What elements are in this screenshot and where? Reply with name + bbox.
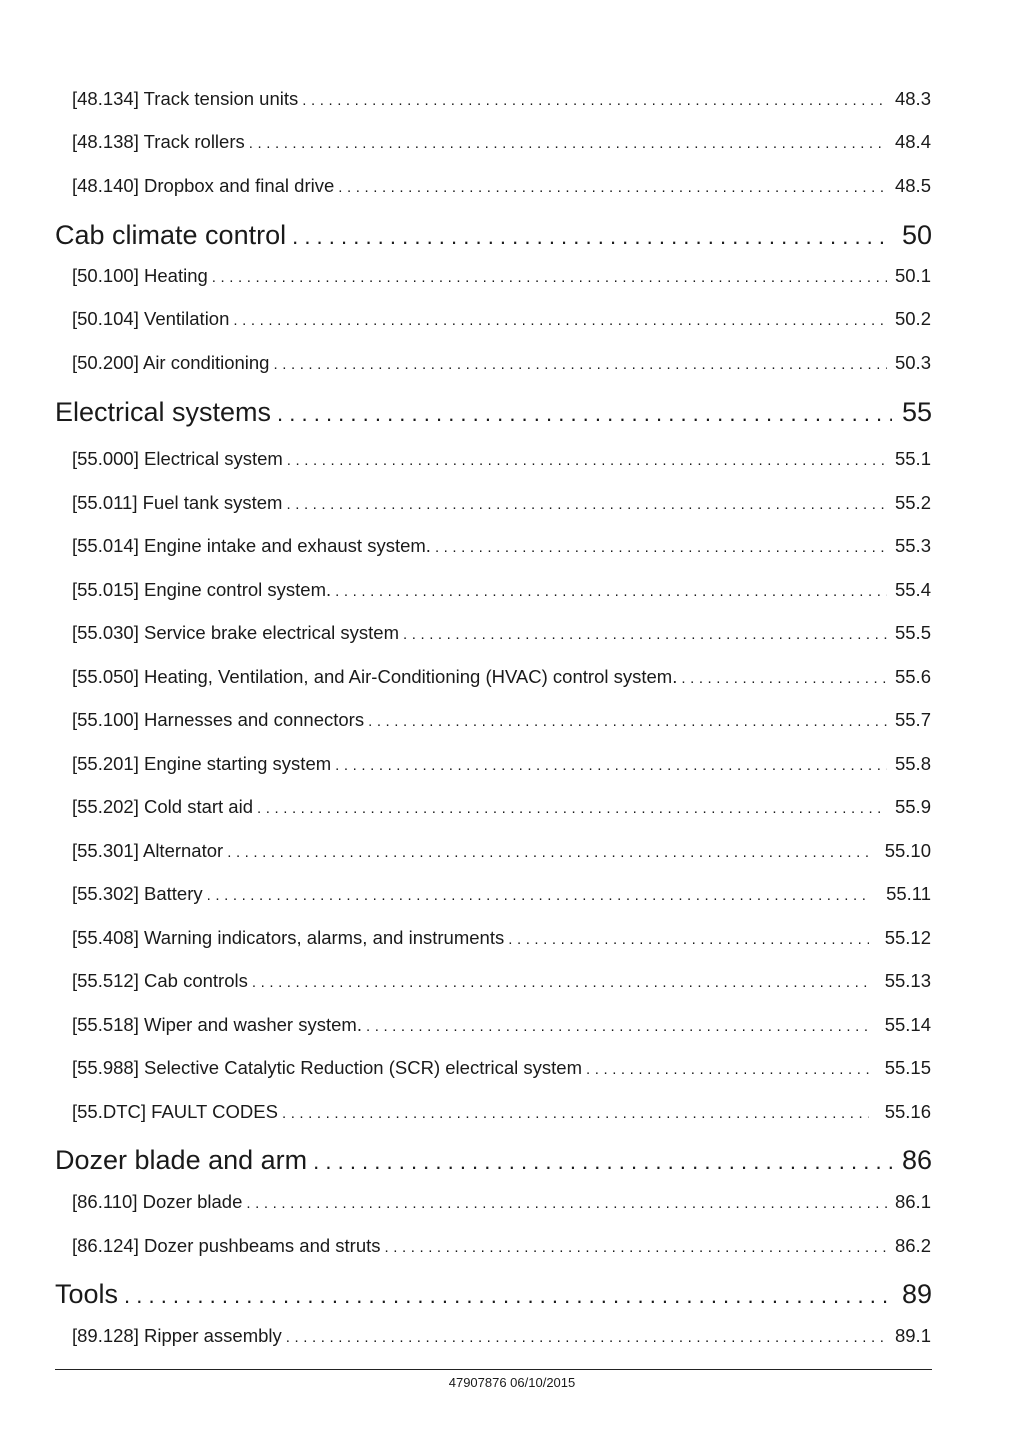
toc-entry-title: [55.011] Fuel tank system [72, 492, 283, 513]
dot-leader [435, 539, 887, 556]
toc-section-page: 50 [901, 220, 932, 250]
toc-section-page: 89 [901, 1279, 932, 1309]
toc-entry[interactable] [72, 88, 931, 114]
toc-entry-title: [50.100] Heating [72, 265, 208, 286]
toc-entry-page: 55.11 [886, 883, 931, 904]
toc-entry-title: [55.100] Harnesses and connectors [72, 709, 365, 730]
toc-entry-title: [55.050] Heating, Ventilation, and Air-Conditioning (HVAC) control system. [72, 666, 678, 687]
toc-entry-page: 86.1 [894, 1191, 931, 1212]
toc-entry-title: [55.988] Selective Catalytic Reduction (SCR) electrical system [72, 1057, 582, 1078]
dot-leader [233, 312, 887, 329]
toc-entry[interactable] [72, 1191, 931, 1217]
toc-section-title: Tools [55, 1279, 119, 1309]
toc-entry-title: [55.030] Service brake electrical system [72, 622, 399, 643]
dot-leader [586, 1061, 869, 1078]
toc-entry-page: 89.1 [894, 1325, 931, 1346]
toc-entry-title: [50.200] Air conditioning [72, 352, 270, 373]
toc-entry[interactable] [72, 1235, 931, 1261]
toc-entry[interactable] [72, 1014, 931, 1040]
toc-section[interactable] [55, 1279, 932, 1315]
toc-entry-title: [48.140] Dropbox and final drive [72, 175, 335, 196]
toc-entry[interactable] [72, 535, 931, 561]
footer-divider [55, 1369, 932, 1370]
toc-section[interactable] [55, 220, 932, 256]
toc-entry[interactable] [72, 1057, 931, 1083]
dot-leader [335, 583, 887, 600]
dot-leader [292, 224, 892, 250]
toc-entry-page: 55.10 [884, 840, 931, 861]
toc-entry[interactable] [72, 579, 931, 605]
toc-entry-title: [55.202] Cold start aid [72, 796, 253, 817]
dot-leader [385, 1239, 887, 1256]
toc-entry-title: [55.512] Cab controls [72, 970, 248, 991]
toc-entry[interactable] [72, 927, 931, 953]
toc-entry[interactable] [72, 448, 931, 474]
toc-entry-title: [86.110] Dozer blade [72, 1191, 243, 1212]
toc-entry[interactable] [72, 175, 931, 201]
toc-section[interactable] [55, 397, 932, 433]
dot-leader [277, 401, 892, 427]
toc-section-page: 55 [901, 397, 932, 427]
toc-entry-title: [50.104] Ventilation [72, 308, 230, 329]
toc-entry-title: [48.138] Track rollers [72, 131, 245, 152]
toc-entry-page: 50.3 [894, 352, 931, 373]
dot-leader [313, 1149, 892, 1175]
toc-entry-page: 55.8 [894, 753, 931, 774]
toc-entry-title: [55.302] Battery [72, 883, 203, 904]
toc-entry[interactable] [72, 352, 931, 378]
dot-leader [286, 1329, 887, 1346]
toc-entry-page: 48.4 [894, 131, 931, 152]
dot-leader [286, 496, 887, 513]
toc-entry-title: [55.015] Engine control system. [72, 579, 332, 600]
toc-entry-page: 55.6 [894, 666, 931, 687]
toc-entry[interactable] [72, 308, 931, 334]
toc-section-title: Cab climate control [55, 220, 287, 250]
toc-entry[interactable] [72, 753, 931, 779]
toc-entry-page: 55.3 [894, 535, 931, 556]
dot-leader [124, 1283, 892, 1309]
toc-entry-page: 55.16 [884, 1101, 931, 1122]
toc-entry[interactable] [72, 131, 931, 157]
toc-entry-page: 55.2 [894, 492, 931, 513]
toc-entry[interactable] [72, 622, 931, 648]
toc-entry[interactable] [72, 709, 931, 735]
dot-leader [302, 92, 887, 109]
dot-leader [207, 887, 870, 904]
toc-entry-page: 55.15 [884, 1057, 931, 1078]
dot-leader [249, 135, 887, 152]
toc-entry-page: 55.13 [884, 970, 931, 991]
toc-entry[interactable] [72, 970, 931, 996]
toc-entry-page: 55.9 [894, 796, 931, 817]
toc-entry-page: 55.7 [894, 709, 931, 730]
toc-entry-page: 55.1 [894, 448, 931, 469]
toc-entry[interactable] [72, 796, 931, 822]
toc-section-title: Electrical systems [55, 397, 272, 427]
toc-entry-title: [55.201] Engine starting system [72, 753, 332, 774]
toc-entry-page: 48.5 [894, 175, 931, 196]
toc-entry-title: [48.134] Track tension units [72, 88, 299, 109]
toc-entry-title: [89.128] Ripper assembly [72, 1325, 282, 1346]
toc-entry-page: 86.2 [894, 1235, 931, 1256]
dot-leader [335, 757, 887, 774]
toc-entry-title: [55.408] Warning indicators, alarms, and instruments [72, 927, 505, 948]
toc-entry-page: 55.5 [894, 622, 931, 643]
toc-section-title: Dozer blade and arm [55, 1145, 308, 1175]
dot-leader [246, 1195, 887, 1212]
toc-entry[interactable] [72, 492, 931, 518]
toc-entry-page: 55.14 [884, 1014, 931, 1035]
toc-entry-title: [86.124] Dozer pushbeams and struts [72, 1235, 381, 1256]
toc-entry-page: 50.2 [894, 308, 931, 329]
dot-leader [227, 844, 869, 861]
footer-doc-id: 47907876 06/10/2015 [448, 1375, 576, 1390]
dot-leader [681, 670, 887, 687]
dot-leader [366, 1018, 869, 1035]
dot-leader [257, 800, 887, 817]
dot-leader [252, 974, 869, 991]
toc-entry-page: 55.12 [884, 927, 931, 948]
dot-leader [273, 356, 887, 373]
toc-section-page: 86 [901, 1145, 932, 1175]
toc-entry-title: [55.000] Electrical system [72, 448, 283, 469]
dot-leader [403, 626, 887, 643]
toc-entry-title: [55.014] Engine intake and exhaust system. [72, 535, 431, 556]
toc-entry[interactable] [72, 1101, 931, 1127]
toc-entry-page: 55.4 [894, 579, 931, 600]
toc-entry[interactable] [72, 265, 931, 291]
toc-entry[interactable] [72, 1325, 931, 1351]
toc-entry-title: [55.518] Wiper and washer system. [72, 1014, 362, 1035]
toc-section[interactable] [55, 1145, 932, 1181]
dot-leader [287, 452, 887, 469]
dot-leader [282, 1105, 869, 1122]
toc-entry[interactable] [72, 666, 931, 692]
toc-entry-title: [55.301] Alternator [72, 840, 224, 861]
toc-entry[interactable] [72, 840, 931, 866]
toc-entry-page: 50.1 [894, 265, 931, 286]
toc-entry-page: 48.3 [894, 88, 931, 109]
dot-leader [212, 269, 887, 286]
toc-entry[interactable] [72, 883, 931, 909]
toc-entry-title: [55.DTC] FAULT CODES [72, 1101, 278, 1122]
dot-leader [338, 179, 887, 196]
dot-leader [368, 713, 887, 730]
dot-leader [508, 931, 868, 948]
